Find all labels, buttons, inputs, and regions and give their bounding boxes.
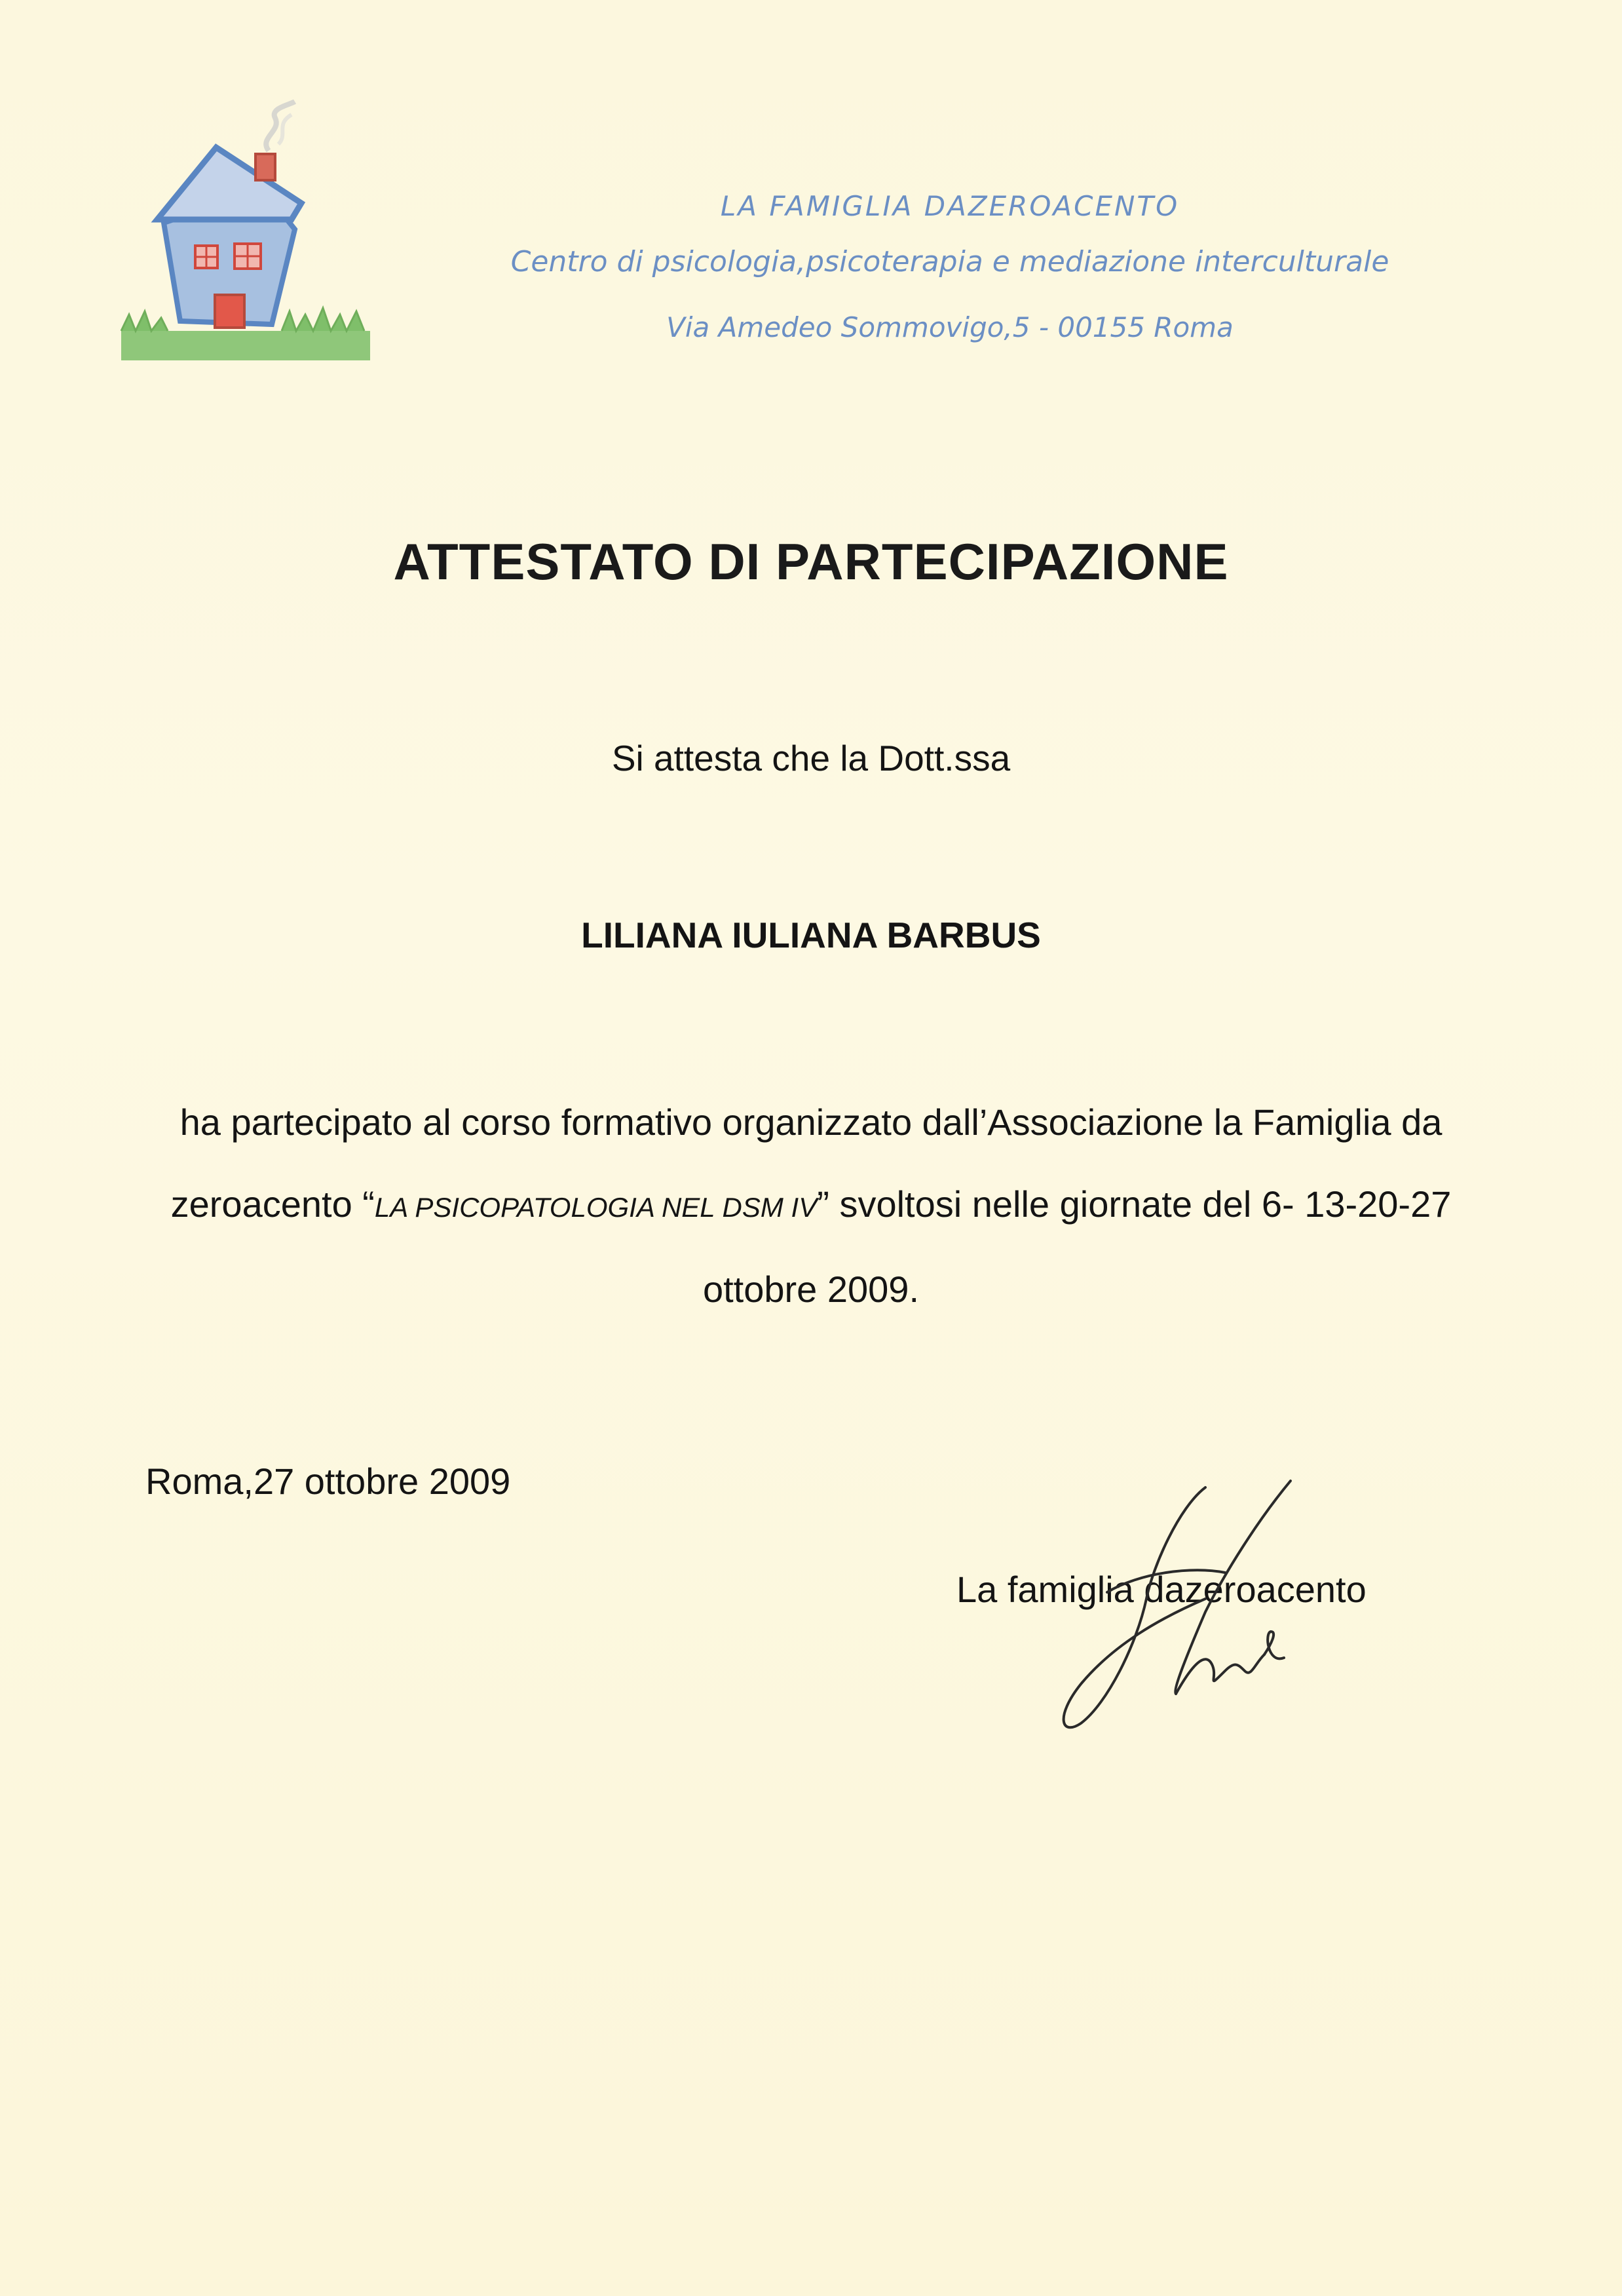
handwritten-signature: [1009, 1468, 1376, 1743]
certificate-body: [164, 1081, 1458, 1330]
body-text-after: ” svoltosi nelle giornate del 6- 13-20-27 ottobre 2009.: [702, 1183, 1452, 1310]
issuer-name: La famiglia dazeroacento: [956, 1569, 1367, 1610]
letterhead: [459, 187, 1441, 357]
organization-address: Via Amedeo Sommovigo,5 - 00155 Roma: [666, 311, 1234, 343]
house-drawing-icon: [118, 98, 380, 373]
course-title: LA PSICOPATOLOGIA NEL DSM IV: [374, 1192, 818, 1223]
organization-name: LA FAMIGLIA DAZEROACENTO: [720, 190, 1180, 222]
recipient-name: LILIANA IULIANA BARBUS: [581, 915, 1041, 955]
certificate-title: ATTESTATO DI PARTECIPAZIONE: [393, 533, 1229, 590]
place-date: Roma,27 ottobre 2009: [145, 1461, 511, 1502]
certificate-intro: Si attesta che la Dott.ssa: [611, 738, 1011, 778]
body-text-before: ha partecipato al corso formativo organizzato dall’Associazione la Famiglia da zeroacento “: [170, 1101, 1443, 1225]
organization-tagline: Centro di psicologia,psicoterapia e mediazione interculturale: [510, 245, 1389, 278]
